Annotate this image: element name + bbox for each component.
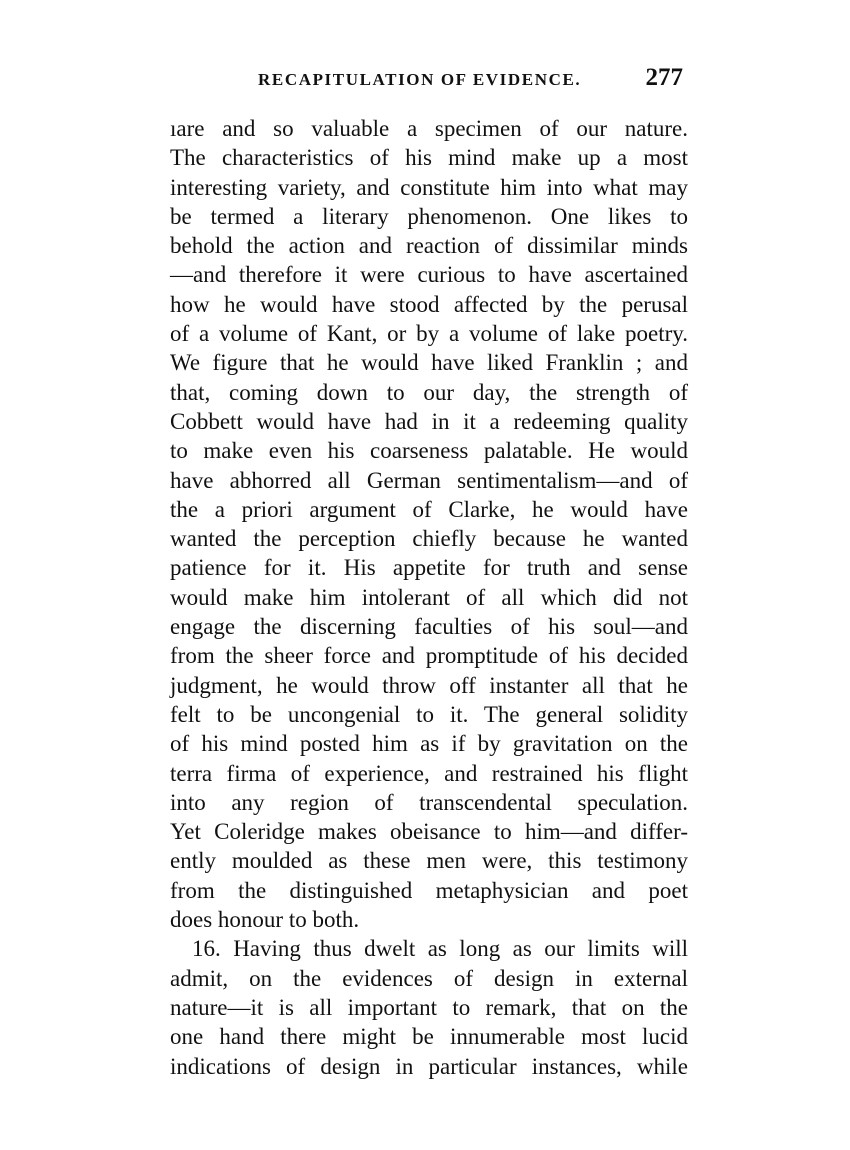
text-line: would make him intolerant of all which did not <box>170 584 688 610</box>
text-line: of a volume of Kant, or by a volume of lake poetry. <box>170 321 688 347</box>
text-line: to make even his coarseness palatable. He would <box>170 438 688 464</box>
text-line: judgment, he would throw off instanter all that he <box>170 672 688 698</box>
text-line: does honour to both. <box>170 907 360 933</box>
text-line: We figure that he would have liked Franklin ; and <box>170 350 688 376</box>
text-line: behold the action and reaction of dissimilar minds <box>170 233 688 259</box>
page-number: 277 <box>645 64 683 91</box>
text-line: wanted the perception chiefly because he wanted <box>170 526 688 552</box>
text-line: interesting variety, and constitute him into what may <box>170 174 688 200</box>
text-line: how he would have stood affected by the perusal <box>170 291 688 317</box>
text-line: be termed a literary phenomenon. One likes to <box>170 203 688 229</box>
text-line: ıare and so valuable a specimen of our nature. <box>170 116 688 141</box>
running-header-title: RECAPITULATION OF EVIDENCE. <box>258 70 582 89</box>
body-text <box>170 114 688 1081</box>
text-line: felt to be uncongenial to it. The general solidity <box>170 701 688 727</box>
text-line: ently moulded as these men were, this testimony <box>170 848 688 874</box>
text-line: indications of design in particular instances, while <box>170 1053 688 1079</box>
text-line: The characteristics of his mind make up a most <box>170 145 688 171</box>
text-line: of his mind posted him as if by gravitation on the <box>170 731 688 757</box>
text-line: 16. Having thus dwelt as long as our limits will <box>192 936 688 962</box>
text-line: patience for it. His appetite for truth and sense <box>170 555 688 581</box>
text-line: one hand there might be innumerable most lucid <box>170 1024 688 1050</box>
text-line: terra firma of experience, and restrained his flight <box>170 760 688 786</box>
text-line: the a priori argument of Clarke, he would have <box>170 496 688 522</box>
text-line: Yet Coleridge makes obeisance to him—and differ- <box>170 819 688 845</box>
text-line: from the sheer force and promptitude of his decided <box>170 643 688 669</box>
text-line: admit, on the evidences of design in external <box>170 965 688 991</box>
running-header <box>258 64 683 96</box>
text-line: —and therefore it were curious to have ascertained <box>170 262 688 288</box>
text-line: nature—it is all important to remark, that on the <box>170 994 688 1020</box>
text-line: have abhorred all German sentimentalism—and of <box>170 467 688 493</box>
text-line: from the distinguished metaphysician and poet <box>170 877 688 903</box>
text-line: engage the discerning faculties of his soul—and <box>170 614 688 640</box>
text-line: into any region of transcendental speculation. <box>170 789 688 815</box>
text-line: Cobbett would have had in it a redeeming quality <box>170 408 688 434</box>
text-line: that, coming down to our day, the strength of <box>170 379 688 405</box>
